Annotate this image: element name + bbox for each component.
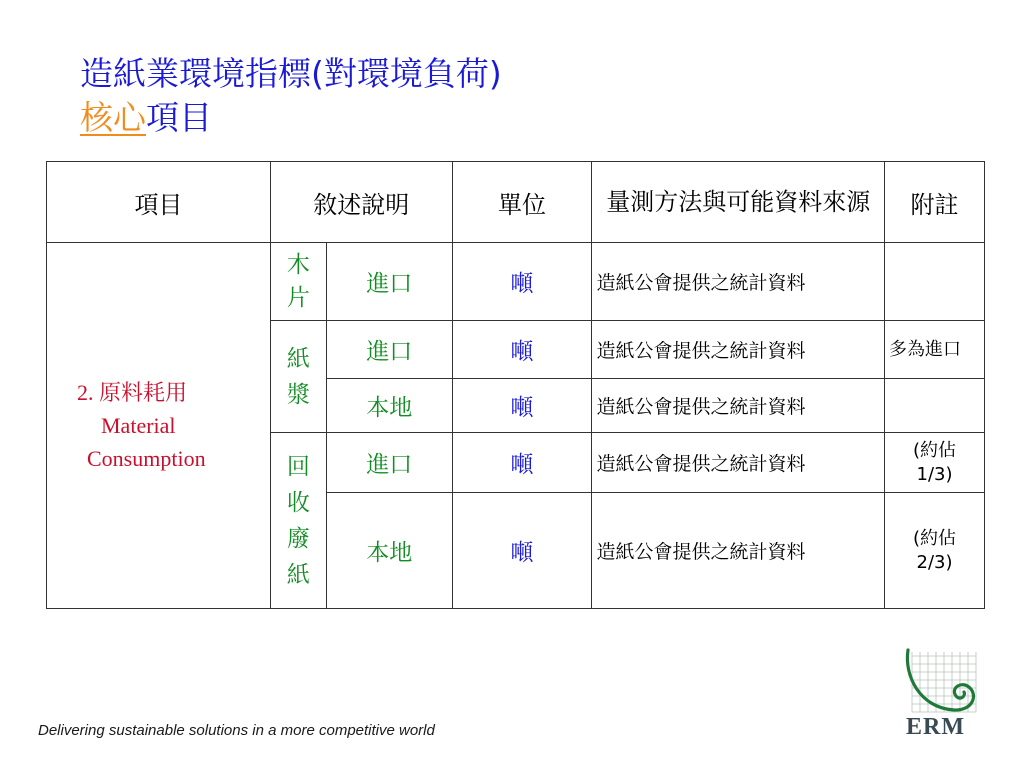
row-note: 多為進口 bbox=[885, 321, 985, 379]
row-unit: 噸 bbox=[452, 433, 592, 493]
title-line-2 bbox=[80, 96, 502, 140]
title-core-label: 核心 bbox=[80, 98, 146, 137]
title-line-1: 造紙業環境指標(對環境負荷) bbox=[80, 54, 502, 93]
row-desc: 本地 bbox=[326, 379, 452, 433]
row-source: 造紙公會提供之統計資料 bbox=[592, 321, 885, 379]
footer-tagline: Delivering sustainable solutions in a more competitive world bbox=[38, 722, 435, 739]
row-source: 造紙公會提供之統計資料 bbox=[592, 243, 885, 321]
row-unit: 噸 bbox=[452, 243, 592, 321]
category-english-2: Consumption bbox=[87, 446, 206, 471]
category-english-1: Material bbox=[101, 413, 176, 438]
logo-text: ERM bbox=[906, 714, 965, 740]
row-desc: 進口 bbox=[326, 433, 452, 493]
row-unit: 噸 bbox=[452, 321, 592, 379]
header-note: 附註 bbox=[885, 162, 985, 243]
indicator-table bbox=[46, 161, 985, 609]
header-source-text: 量測方法與可能資料來源 bbox=[606, 188, 871, 216]
row-desc: 進口 bbox=[326, 243, 452, 321]
row-source: 造紙公會提供之統計資料 bbox=[592, 379, 885, 433]
header-source bbox=[592, 162, 885, 243]
group-pulp: 紙漿 bbox=[270, 321, 326, 433]
category-cell bbox=[47, 243, 271, 609]
row-desc: 進口 bbox=[326, 321, 452, 379]
row-desc: 本地 bbox=[326, 493, 452, 609]
header-item: 項目 bbox=[47, 162, 271, 243]
row-note: (約佔2/3) bbox=[885, 493, 985, 609]
group-recycled-paper: 回收廢紙 bbox=[270, 433, 326, 609]
group-wood-chips: 木片 bbox=[270, 243, 326, 321]
header-description: 敘述說明 bbox=[270, 162, 452, 243]
page-title bbox=[80, 52, 502, 140]
row-note: (約佔1/3) bbox=[885, 433, 985, 493]
table-row bbox=[47, 243, 985, 321]
header-unit: 單位 bbox=[452, 162, 592, 243]
table-header-row bbox=[47, 162, 985, 243]
category-title: 2. 原料耗用 bbox=[77, 380, 188, 405]
row-note bbox=[885, 379, 985, 433]
row-note bbox=[885, 243, 985, 321]
title-line-2-rest: 項目 bbox=[146, 98, 212, 137]
row-unit: 噸 bbox=[452, 379, 592, 433]
row-source: 造紙公會提供之統計資料 bbox=[592, 433, 885, 493]
row-source: 造紙公會提供之統計資料 bbox=[592, 493, 885, 609]
row-unit: 噸 bbox=[452, 493, 592, 609]
